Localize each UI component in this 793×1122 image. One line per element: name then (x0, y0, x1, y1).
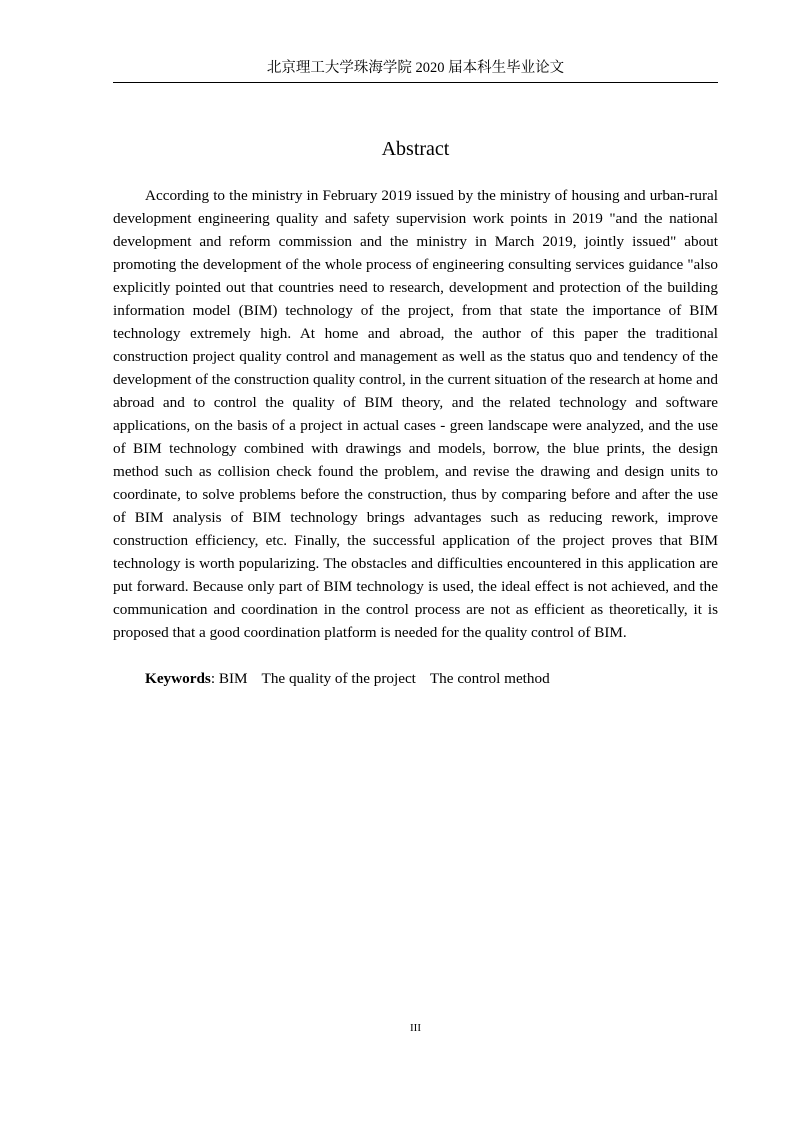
header-text: 北京理工大学珠海学院 2020 届本科生毕业论文 (266, 60, 565, 76)
page-header (113, 56, 718, 83)
keyword-term: The quality of the project (261, 670, 416, 687)
keywords-line (113, 667, 718, 690)
abstract-title: Abstract (381, 138, 450, 160)
abstract-body: According to the ministry in February 2019 issued by the ministry of housing and urban-rural development engineering quality and safety supervision work points in 2019 "and the national development and reform commission and the ministry in March 2019, jointly issued" about promoting the development of the whole process of engineering consulting services guidance "also explicitly pointed out that countries need to research, development and protection of the building information model (BIM) technology of the project, from that state the importance of BIM technology extremely high. At home and abroad, the author of this paper the traditional construction project quality control and management as well as the status quo and tendency of the development of the construction quality control, in the current situation of the research at home and abroad and to control the quality of BIM theory, and the related technology and software applications, on the basis of a project in actual cases - green landscape were analyzed, and the use of BIM technology combined with drawings and models, borrow, the blue prints, the design method such as collision check found the problem, and revise the drawing and design units to coordinate, to solve problems before the construction, thus by comparing before and after the use of BIM analysis of BIM technology brings advantages such as reducing rework, improve construction efficiency, etc. Finally, the successful application of the project proves that BIM technology is worth popularizing. The obstacles and difficulties encountered in this application are put forward. Because only part of BIM technology is used, the ideal effect is not achieved, and the communication and coordination in the control process are not as efficient as theoretically, it is proposed that a good coordination platform is needed for the quality control of BIM. (113, 187, 718, 641)
page-number: III (410, 1022, 421, 1034)
keyword-term: BIM (218, 670, 248, 687)
keywords-label: Keywords (145, 670, 211, 687)
keyword-term: The control method (429, 670, 550, 687)
keywords-separator: : (210, 670, 219, 687)
